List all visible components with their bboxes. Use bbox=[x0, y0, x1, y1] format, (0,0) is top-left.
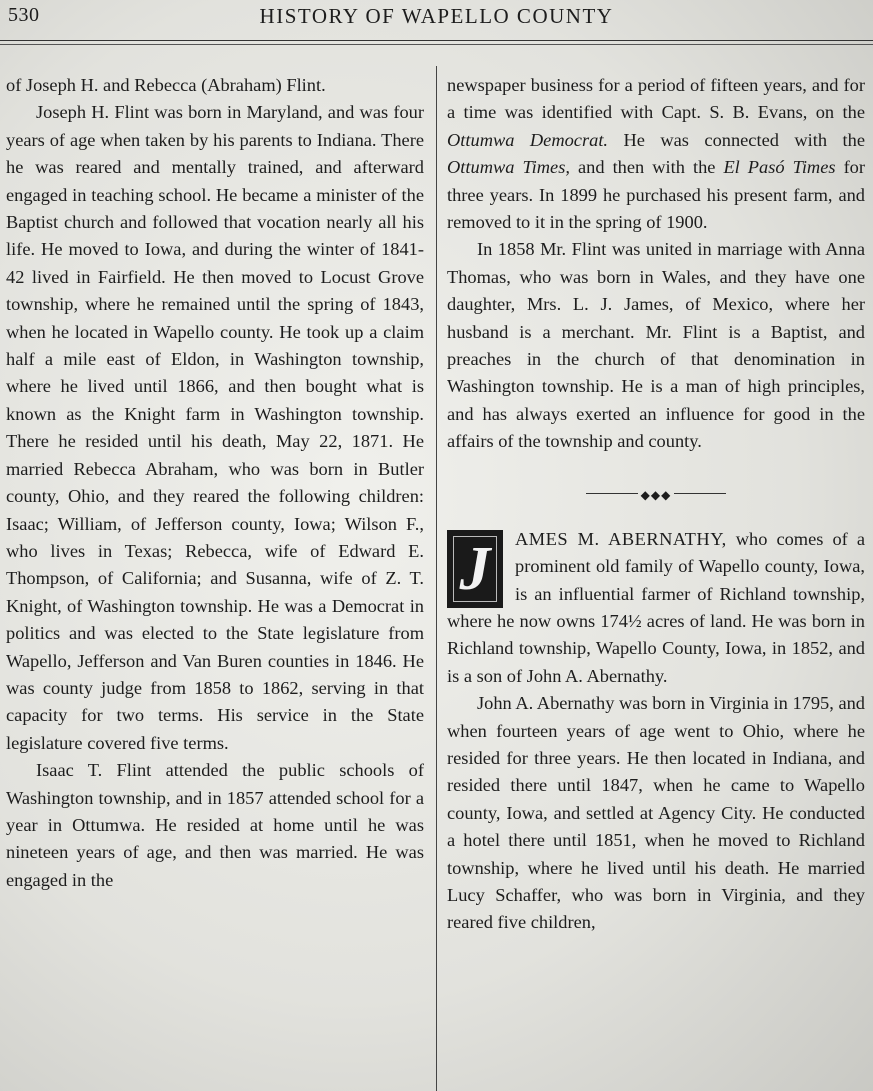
page-number: 530 bbox=[8, 4, 40, 26]
newspaper-title: Ottumwa Times, bbox=[447, 157, 570, 178]
right-column bbox=[447, 72, 865, 937]
paragraph: In 1858 Mr. Flint was united in marriage with Anna Thomas, who was born in Wales, and they have one daughter, Mrs. L. J. James, of Mexico, where her husband is a merchant. Mr. Flint is a Baptist, and preaches in the church of that denomination in Washington township. He is a man of high principles, and has always exerted an influence for good in the affairs of the township and county. bbox=[447, 239, 865, 452]
running-head: HISTORY OF WAPELLO COUNTY bbox=[259, 4, 614, 28]
newspaper-title: El Pasó Times bbox=[723, 157, 836, 178]
section-divider-ornament bbox=[586, 486, 726, 500]
header-rule bbox=[0, 40, 873, 41]
subject-name: AMES M. ABERNATHY, bbox=[515, 528, 727, 549]
paragraph: newspaper business for a period of fifteen years, and for a time was identified with Capt. S. B. Evans, on the Ottumwa Democrat. He was connected with the Ottumwa Times, and then with the El Pasó Times for three years. In 1899 he purchased his present farm, and removed to it in the spring of 1900. bbox=[447, 75, 866, 233]
biography-section bbox=[447, 526, 865, 937]
paragraph: John A. Abernathy was born in Virginia in 1795, and when fourteen years of age went to Ohio, where he resided for three years. He then located in Indiana, and resided there until 1847, when he came to Wapello county, Iowa, and settled at Agency City. He conducted a hotel there until 1851, when he moved to Richland township, where he lived until his death. He married Lucy Schaffer, who was born in Virginia, and they reared five children, bbox=[447, 693, 865, 933]
paragraph: Joseph H. Flint was born in Maryland, and was four years of age when taken by his parents to Indiana. There he was reared and mentally trained, and afterward engaged in teaching school. He became a minister of the Baptist church and followed that vocation nearly all his life. He moved to Iowa, and during the winter of 1841-42 lived in Fairfield. He then moved to Locust Grove township, where he remained until the spring of 1843, when he located in Wapello county. He took up a claim half a mile east of Eldon, in Washington township, where he lived until 1866, and then bought what is known as the Knight farm in Washington township. There he resided until his death, May 22, 1871. He married Rebecca Abraham, who was born in Butler county, Ohio, and they reared the following children: Isaac; William, of Jefferson county, Iowa; Wilson F., who lives in Texas; Rebecca, wife of Edward E. Thompson, of California; and Susanna, wife of Z. T. Knight, of Washington township. He was a Democrat in politics and was elected to the State legislature from Wapello, Jefferson and Van Buren counties in 1846. He was county judge from 1858 to 1862, serving in that capacity for two terms. His service in the State legislature covered five terms. bbox=[6, 102, 424, 753]
newspaper-title: Ottumwa Democrat. bbox=[447, 129, 609, 150]
diamond-ornament-icon: ◆◆◆ bbox=[640, 487, 672, 502]
header-rule-secondary bbox=[0, 44, 873, 45]
column-divider bbox=[436, 66, 437, 1091]
left-column bbox=[6, 72, 424, 894]
drop-cap: J bbox=[447, 530, 503, 608]
paragraph: of Joseph H. and Rebecca (Abraham) Flint. bbox=[6, 75, 326, 95]
paragraph: Isaac T. Flint attended the public schools of Washington township, and in 1857 attended school for a year in Ottumwa. He resided at home until he was nineteen years of age, and then was married. He was engaged in the bbox=[6, 760, 424, 890]
paragraph: AMES M. ABERNATHY, who comes of a prominent old family of Wapello county, Iowa, is an influential farmer of Richland township, where he now owns 174½ acres of land. He was born in Richland township, Wapello County, Iowa, in 1852, and is a son of John A. Abernathy. bbox=[447, 528, 865, 686]
